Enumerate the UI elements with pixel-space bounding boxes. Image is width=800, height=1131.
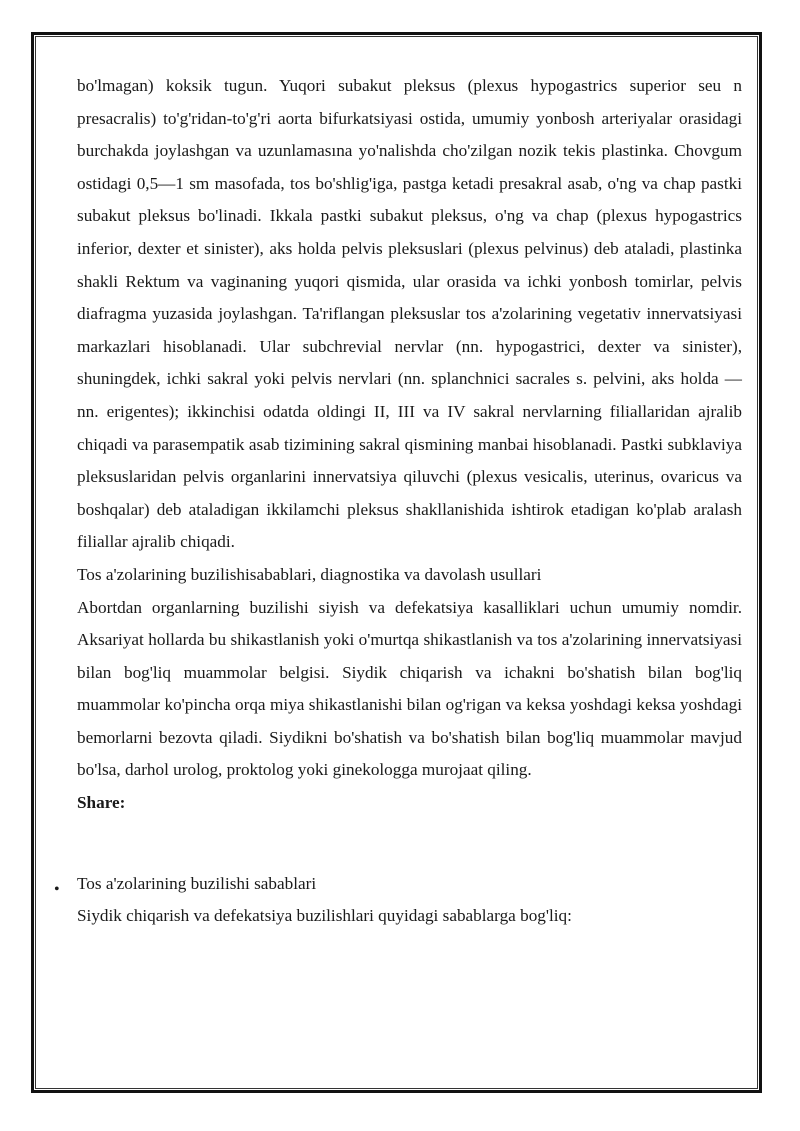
spacer	[77, 820, 742, 868]
share-label: Share:	[77, 793, 126, 813]
section-heading-causes-diagnostics: Tos a'zolarining buzilishisabablari, diagnostika va davolash usullari	[77, 564, 542, 584]
section-heading-causes: Tos a'zolarining buzilishi sabablari	[77, 873, 317, 893]
bullet-marker: •	[54, 881, 60, 898]
paragraph-causes-intro: Siydik chiqarish va defekatsiya buzilishlari quyidagi sabablarga bog'liq:	[77, 906, 572, 926]
paragraph-plexus-description: bo'lmagan) koksik tugun. Yuqori subakut pleksus (plexus hypogastrics superior seu n presacralis) to'g'ridan-to'g'ri aorta bifurkatsiyasi ostida, umumiy yonbosh arteriyalar orasidagi burchakda joylashgan va uzunlamasına yo'nalishda cho'zilgan nozik tekis plastinka. Chovgum ostidagi 0,5—1 sm masofada, tos bo'shlig'iga, pastga ketadi presakral asab, o'ng va chap pastki subakut pleksus bo'linadi. Ikkala pastki subakut pleksus, o'ng va chap (plexus hypogastrics inferior, dexter et sinister), aks holda pelvis pleksuslari (plexus pelvinus) deb ataladi, plastinka shakli Rektum va vaginaning yuqori qismida, ular orasida va ichki yonbosh tomirlar, pelvis diafragma yuzasida joylashgan. Ta'riflangan pleksuslar tos a'zolarining vegetativ innervatsiyasi markazlari hisoblanadi. Ular subchrevial nervlar (nn. hypogastrici, dexter va sinister), shuningdek, ichki sakral yoki pelvis nervlari (nn. splanchnici sacrales s. pelvini, aks holda — nn. erigentes); ikkinchisi odatda oldingi II, III va IV sakral nervlarning filiallaridan ajralib chiqadi va parasempatik asab tizimining sakral qismining manbai hisoblanadi. Pastki subklaviya pleksuslaridan pelvis organlarini innervatsiya qiluvchi (plexus vesicalis, uterinus, ovaricus va boshqalar) deb ataladigan ikkilamchi pleksus shakllanishida ishtirok etadigan ko'plab aralash filiallar ajralib chiqadi.	[77, 76, 742, 552]
paragraph-organ-disorders: Abortdan organlarning buzilishi siyish va defekatsiya kasalliklari uchun umumiy nomdir. Aksariyat hollarda bu shikastlanish yoki o'murtqa shikastlanish va tos a'zolarining innervatsiyasi bilan bog'liq muammolar belgisi. Siydik chiqarish va ichakni bo'shatish bilan bog'liq muammolar ko'pincha orqa miya shikastlanishi bilan og'rigan va keksa yoshdagi keksa yoshdagi bemorlarni bezovta qiladi. Siydikni bo'shatish va bo'shatish bilan bog'liq muammolar mavjud bo'lsa, darhol urolog, proktolog yoki ginekologga murojaat qiling.	[77, 597, 742, 780]
document-body	[77, 70, 742, 933]
